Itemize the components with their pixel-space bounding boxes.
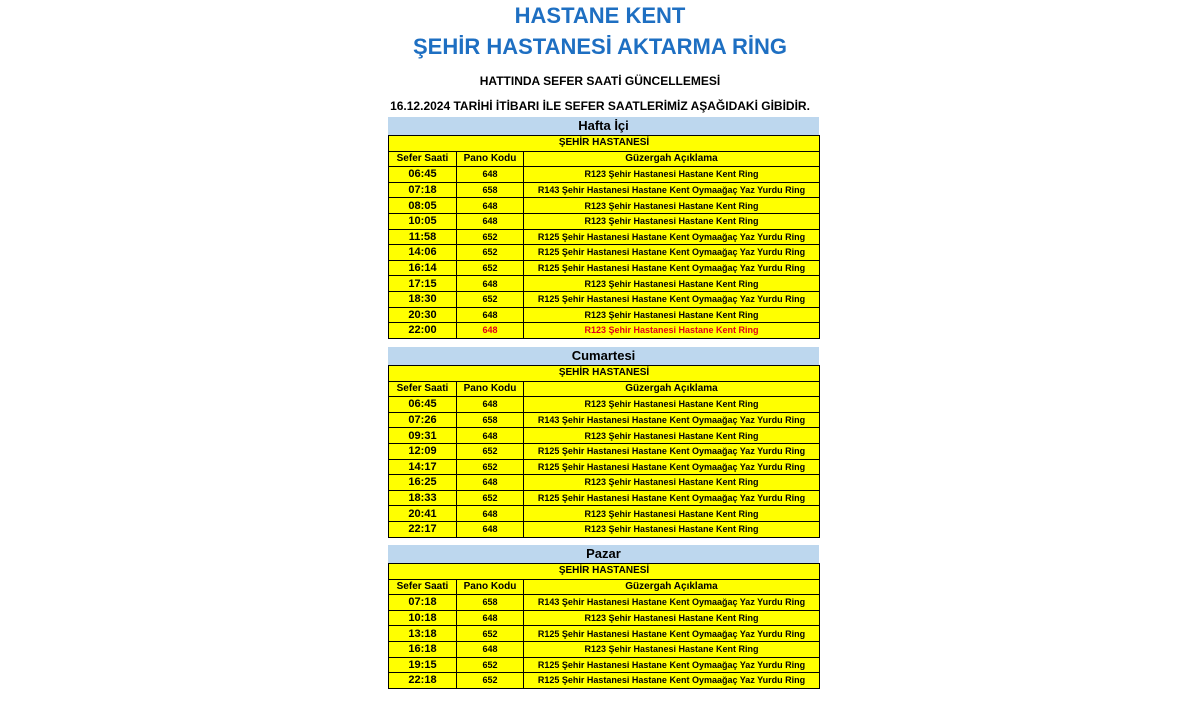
departure-time: 22:00: [389, 323, 457, 339]
page-title: HASTANE KENT: [514, 3, 686, 28]
section-heading: Hafta İçi: [388, 117, 819, 135]
departure-time: 07:18: [389, 182, 457, 198]
departure-time: 14:06: [389, 245, 457, 261]
route-description: R123 Şehir Hastanesi Hastane Kent Ring: [524, 167, 820, 183]
table-row: [389, 641, 820, 657]
table-row: [389, 626, 820, 642]
table-row: [389, 182, 820, 198]
table-row: [389, 443, 820, 459]
departure-time: 12:09: [389, 443, 457, 459]
departure-time: 13:18: [389, 626, 457, 642]
route-description: R123 Şehir Hastanesi Hastane Kent Ring: [524, 276, 820, 292]
table-row: [389, 657, 820, 673]
column-header-code: Pano Kodu: [457, 151, 524, 167]
column-header-time: Sefer Saati: [389, 151, 457, 167]
table-row: [389, 291, 820, 307]
route-description: R123 Şehir Hastanesi Hastane Kent Ring: [524, 641, 820, 657]
route-description: R125 Şehir Hastanesi Hastane Kent Oymaağaç Yaz Yurdu Ring: [524, 673, 820, 689]
panel-code: 652: [457, 459, 524, 475]
departure-time: 18:33: [389, 490, 457, 506]
panel-code: 658: [457, 412, 524, 428]
departure-time: 10:18: [389, 610, 457, 626]
panel-code: 658: [457, 595, 524, 611]
table-row: [389, 595, 820, 611]
departure-time: 10:05: [389, 213, 457, 229]
panel-code: 648: [457, 521, 524, 537]
route-description: R125 Şehir Hastanesi Hastane Kent Oymaağaç Yaz Yurdu Ring: [524, 229, 820, 245]
table-row: [389, 506, 820, 522]
panel-code: 648: [457, 323, 524, 339]
table-row: [389, 323, 820, 339]
table-row: [389, 397, 820, 413]
route-description: R123 Şehir Hastanesi Hastane Kent Ring: [524, 397, 820, 413]
column-header-code: Pano Kodu: [457, 381, 524, 397]
panel-code: 652: [457, 291, 524, 307]
table-row: [389, 229, 820, 245]
route-description: R123 Şehir Hastanesi Hastane Kent Ring: [524, 506, 820, 522]
section-heading: Pazar: [388, 545, 819, 563]
location-label: ŞEHİR HASTANESİ: [389, 366, 820, 382]
panel-code: 652: [457, 443, 524, 459]
route-description: R123 Şehir Hastanesi Hastane Kent Ring: [524, 307, 820, 323]
table-row: [389, 428, 820, 444]
panel-code: 652: [457, 245, 524, 261]
schedule-table: [388, 365, 820, 538]
column-header-code: Pano Kodu: [457, 579, 524, 595]
route-description: R143 Şehir Hastanesi Hastane Kent Oymaağaç Yaz Yurdu Ring: [524, 412, 820, 428]
departure-time: 11:58: [389, 229, 457, 245]
page-subtitle: HATTINDA SEFER SAATİ GÜNCELLEMESİ: [479, 74, 721, 88]
schedule-section-weekday: [388, 117, 819, 339]
route-description: R123 Şehir Hastanesi Hastane Kent Ring: [524, 198, 820, 214]
location-label: ŞEHİR HASTANESİ: [389, 564, 820, 580]
departure-time: 16:14: [389, 260, 457, 276]
route-description: R123 Şehir Hastanesi Hastane Kent Ring: [524, 475, 820, 491]
departure-time: 16:18: [389, 641, 457, 657]
table-row: [389, 307, 820, 323]
schedule-table: [388, 135, 820, 339]
table-row: [389, 167, 820, 183]
departure-time: 22:18: [389, 673, 457, 689]
route-description: R125 Şehir Hastanesi Hastane Kent Oymaağaç Yaz Yurdu Ring: [524, 459, 820, 475]
table-row: [389, 276, 820, 292]
route-description: R125 Şehir Hastanesi Hastane Kent Oymaağaç Yaz Yurdu Ring: [524, 490, 820, 506]
panel-code: 648: [457, 428, 524, 444]
departure-time: 08:05: [389, 198, 457, 214]
table-row: [389, 521, 820, 537]
schedule-section-saturday: [388, 347, 819, 538]
route-description: R123 Şehir Hastanesi Hastane Kent Ring: [524, 610, 820, 626]
departure-time: 06:45: [389, 167, 457, 183]
departure-time: 07:18: [389, 595, 457, 611]
column-header-row: [389, 381, 820, 397]
location-row: [389, 366, 820, 382]
departure-time: 18:30: [389, 291, 457, 307]
column-header-row: [389, 579, 820, 595]
column-header-time: Sefer Saati: [389, 381, 457, 397]
panel-code: 648: [457, 506, 524, 522]
page-notice: 16.12.2024 TARİHİ İTİBARI İLE SEFER SAATLERİMİZ AŞAĞIDAKİ GİBİDİR.: [390, 99, 810, 113]
departure-time: 17:15: [389, 276, 457, 292]
route-description: R125 Şehir Hastanesi Hastane Kent Oymaağaç Yaz Yurdu Ring: [524, 626, 820, 642]
page-title-line2: ŞEHİR HASTANESİ AKTARMA RİNG: [413, 34, 787, 59]
table-row: [389, 490, 820, 506]
route-description: R123 Şehir Hastanesi Hastane Kent Ring: [524, 521, 820, 537]
route-description: R125 Şehir Hastanesi Hastane Kent Oymaağaç Yaz Yurdu Ring: [524, 657, 820, 673]
panel-code: 648: [457, 610, 524, 626]
table-row: [389, 213, 820, 229]
table-row: [389, 475, 820, 491]
panel-code: 648: [457, 276, 524, 292]
route-description: R143 Şehir Hastanesi Hastane Kent Oymaağaç Yaz Yurdu Ring: [524, 182, 820, 198]
panel-code: 652: [457, 657, 524, 673]
departure-time: 06:45: [389, 397, 457, 413]
panel-code: 648: [457, 213, 524, 229]
column-header-desc: Güzergah Açıklama: [524, 381, 820, 397]
departure-time: 14:17: [389, 459, 457, 475]
location-row: [389, 564, 820, 580]
table-row: [389, 610, 820, 626]
schedule-section-sunday: [388, 545, 819, 689]
panel-code: 648: [457, 397, 524, 413]
panel-code: 648: [457, 307, 524, 323]
route-description: R125 Şehir Hastanesi Hastane Kent Oymaağaç Yaz Yurdu Ring: [524, 260, 820, 276]
route-description: R143 Şehir Hastanesi Hastane Kent Oymaağaç Yaz Yurdu Ring: [524, 595, 820, 611]
departure-time: 16:25: [389, 475, 457, 491]
location-label: ŞEHİR HASTANESİ: [389, 136, 820, 152]
panel-code: 652: [457, 673, 524, 689]
location-row: [389, 136, 820, 152]
panel-code: 652: [457, 490, 524, 506]
route-description: R125 Şehir Hastanesi Hastane Kent Oymaağaç Yaz Yurdu Ring: [524, 291, 820, 307]
route-description: R123 Şehir Hastanesi Hastane Kent Ring: [524, 428, 820, 444]
departure-time: 20:41: [389, 506, 457, 522]
panel-code: 652: [457, 626, 524, 642]
panel-code: 658: [457, 182, 524, 198]
section-heading: Cumartesi: [388, 347, 819, 365]
table-row: [389, 198, 820, 214]
departure-time: 19:15: [389, 657, 457, 673]
column-header-row: [389, 151, 820, 167]
panel-code: 648: [457, 641, 524, 657]
departure-time: 22:17: [389, 521, 457, 537]
panel-code: 652: [457, 260, 524, 276]
departure-time: 09:31: [389, 428, 457, 444]
panel-code: 652: [457, 229, 524, 245]
table-row: [389, 245, 820, 261]
panel-code: 648: [457, 167, 524, 183]
departure-time: 20:30: [389, 307, 457, 323]
column-header-time: Sefer Saati: [389, 579, 457, 595]
schedule-table: [388, 563, 820, 689]
table-row: [389, 260, 820, 276]
route-description: R123 Şehir Hastanesi Hastane Kent Ring: [524, 213, 820, 229]
column-header-desc: Güzergah Açıklama: [524, 151, 820, 167]
panel-code: 648: [457, 475, 524, 491]
route-description: R123 Şehir Hastanesi Hastane Kent Ring: [524, 323, 820, 339]
departure-time: 07:26: [389, 412, 457, 428]
route-description: R125 Şehir Hastanesi Hastane Kent Oymaağaç Yaz Yurdu Ring: [524, 443, 820, 459]
column-header-desc: Güzergah Açıklama: [524, 579, 820, 595]
table-row: [389, 673, 820, 689]
panel-code: 648: [457, 198, 524, 214]
table-row: [389, 459, 820, 475]
table-row: [389, 412, 820, 428]
route-description: R125 Şehir Hastanesi Hastane Kent Oymaağaç Yaz Yurdu Ring: [524, 245, 820, 261]
